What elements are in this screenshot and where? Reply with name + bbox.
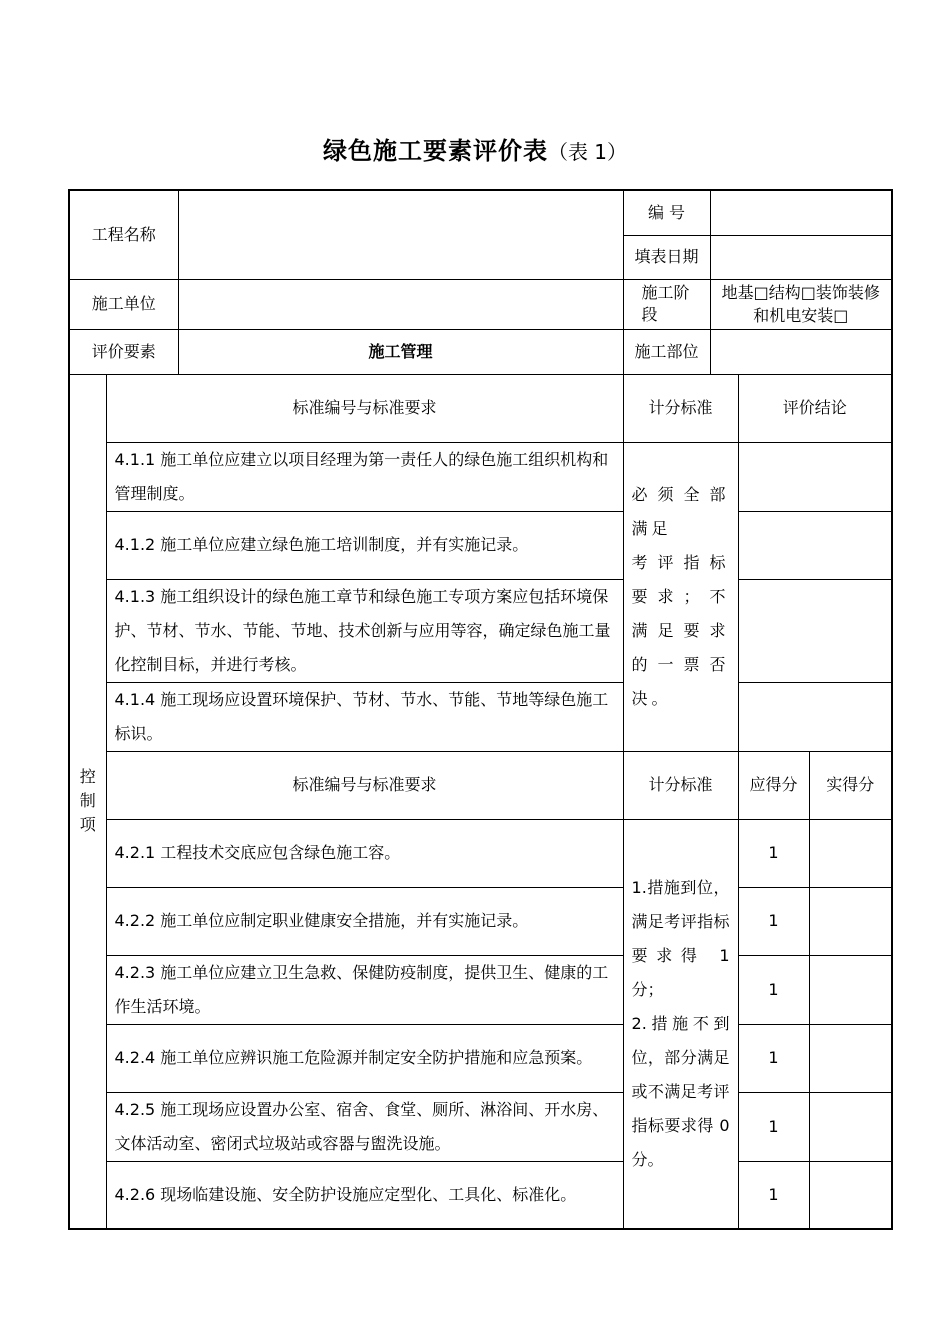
section2-item-5: 4.2.5 施工现场应设置办公室、宿舍、食堂、厕所、淋浴间、开水房、文体活动室、密闭式垃圾站或容器与盥洗设施。 xyxy=(106,1092,623,1161)
eval-element-label: 评价要素 xyxy=(69,329,178,374)
number-value[interactable] xyxy=(710,190,892,235)
section2-actual-5[interactable] xyxy=(809,1092,892,1161)
section1-item-1: 4.1.1 施工单位应建立以项目经理为第一责任人的绿色施工组织机构和管理制度。 xyxy=(106,442,623,511)
control-label-char-2: 制 xyxy=(79,791,96,811)
section2-actual-2[interactable] xyxy=(809,887,892,955)
section2-item-3: 4.2.3 施工单位应建立卫生急救、保健防疫制度，提供卫生、健康的工作生活环境。 xyxy=(106,955,623,1024)
section1-criterion xyxy=(623,442,738,751)
section2-col-req: 标准编号与标准要求 xyxy=(106,751,623,819)
section2-item-6: 4.2.6 现场临建设施、安全防护设施应定型化、工具化、标准化。 xyxy=(106,1161,623,1229)
section2-item-2: 4.2.2 施工单位应制定职业健康安全措施，并有实施记录。 xyxy=(106,887,623,955)
section2-expected-4: 1 xyxy=(738,1024,809,1092)
section1-result-4[interactable] xyxy=(738,682,892,751)
number-label: 编 号 xyxy=(623,190,710,235)
section2-actual-3[interactable] xyxy=(809,955,892,1024)
section2-expected-2: 1 xyxy=(738,887,809,955)
section2-criterion-line-2: 2.措施不到位，部分满足或不满足考评指标要求得 0 分。 xyxy=(631,1013,730,1169)
project-name-value[interactable] xyxy=(178,190,623,279)
section2-actual-4[interactable] xyxy=(809,1024,892,1092)
construction-part-value[interactable] xyxy=(710,329,892,374)
section2-item-1: 4.2.1 工程技术交底应包含绿色施工容。 xyxy=(106,819,623,887)
section2-item-4: 4.2.4 施工单位应辨识施工危险源并制定安全防护措施和应急预案。 xyxy=(106,1024,623,1092)
section1-item-3: 4.1.3 施工组织设计的绿色施工章节和绿色施工专项方案应包括环境保护、节材、节水、节能、节地、技术创新与应用等容，确定绿色施工量化控制目标，并进行考核。 xyxy=(106,579,623,682)
title-sub: （表 1） xyxy=(547,140,628,164)
section2-expected-3: 1 xyxy=(738,955,809,1024)
section1-col-result: 评价结论 xyxy=(738,374,892,442)
section1-item-4: 4.1.4 施工现场应设置环境保护、节材、节水、节能、节地等绿色施工标识。 xyxy=(106,682,623,751)
section2-expected-6: 1 xyxy=(738,1161,809,1229)
section1-item-2: 4.1.2 施工单位应建立绿色施工培训制度，并有实施记录。 xyxy=(106,511,623,579)
construction-stage-label xyxy=(623,279,710,329)
section2-criterion xyxy=(623,819,738,1229)
eval-element-value: 施工管理 xyxy=(178,329,623,374)
section2-criterion-line-1: 1.措施到位，满足考评指标要求得 1 分； xyxy=(631,877,730,999)
fill-date-label: 填表日期 xyxy=(623,235,710,279)
section1-result-3[interactable] xyxy=(738,579,892,682)
construction-unit-value[interactable] xyxy=(178,279,623,329)
section2-col-score: 计分标准 xyxy=(623,751,738,819)
section1-result-1[interactable] xyxy=(738,442,892,511)
section2-expected-5: 1 xyxy=(738,1092,809,1161)
evaluation-table xyxy=(68,189,893,1230)
section1-col-score: 计分标准 xyxy=(623,374,738,442)
section1-criterion-line-1: 必须全部满足 xyxy=(631,484,730,538)
section2-actual-1[interactable] xyxy=(809,819,892,887)
construction-stage-value xyxy=(710,279,892,329)
section2-col-expected: 应得分 xyxy=(738,751,809,819)
control-label-char-3: 项 xyxy=(79,815,96,835)
construction-stage-text: 地基□结构□装饰装修和机电安装□ xyxy=(721,283,880,325)
section2-actual-6[interactable] xyxy=(809,1161,892,1229)
construction-unit-label: 施工单位 xyxy=(69,279,178,329)
section2-col-actual: 实得分 xyxy=(809,751,892,819)
fill-date-value[interactable] xyxy=(710,235,892,279)
construction-part-label: 施工部位 xyxy=(623,329,710,374)
project-name-label: 工程名称 xyxy=(69,190,178,279)
control-item-label xyxy=(69,374,106,1229)
construction-stage-label-text: 施工阶段 xyxy=(641,283,690,324)
section1-result-2[interactable] xyxy=(738,511,892,579)
control-label-char-1: 控 xyxy=(79,767,96,787)
title-main: 绿色施工要素评价表 xyxy=(322,137,548,165)
section1-criterion-line-2: 考评指标要求；不满足要求的一票否决。 xyxy=(631,552,730,708)
section2-expected-1: 1 xyxy=(738,819,809,887)
section1-col-req: 标准编号与标准要求 xyxy=(106,374,623,442)
document-title xyxy=(0,131,950,166)
